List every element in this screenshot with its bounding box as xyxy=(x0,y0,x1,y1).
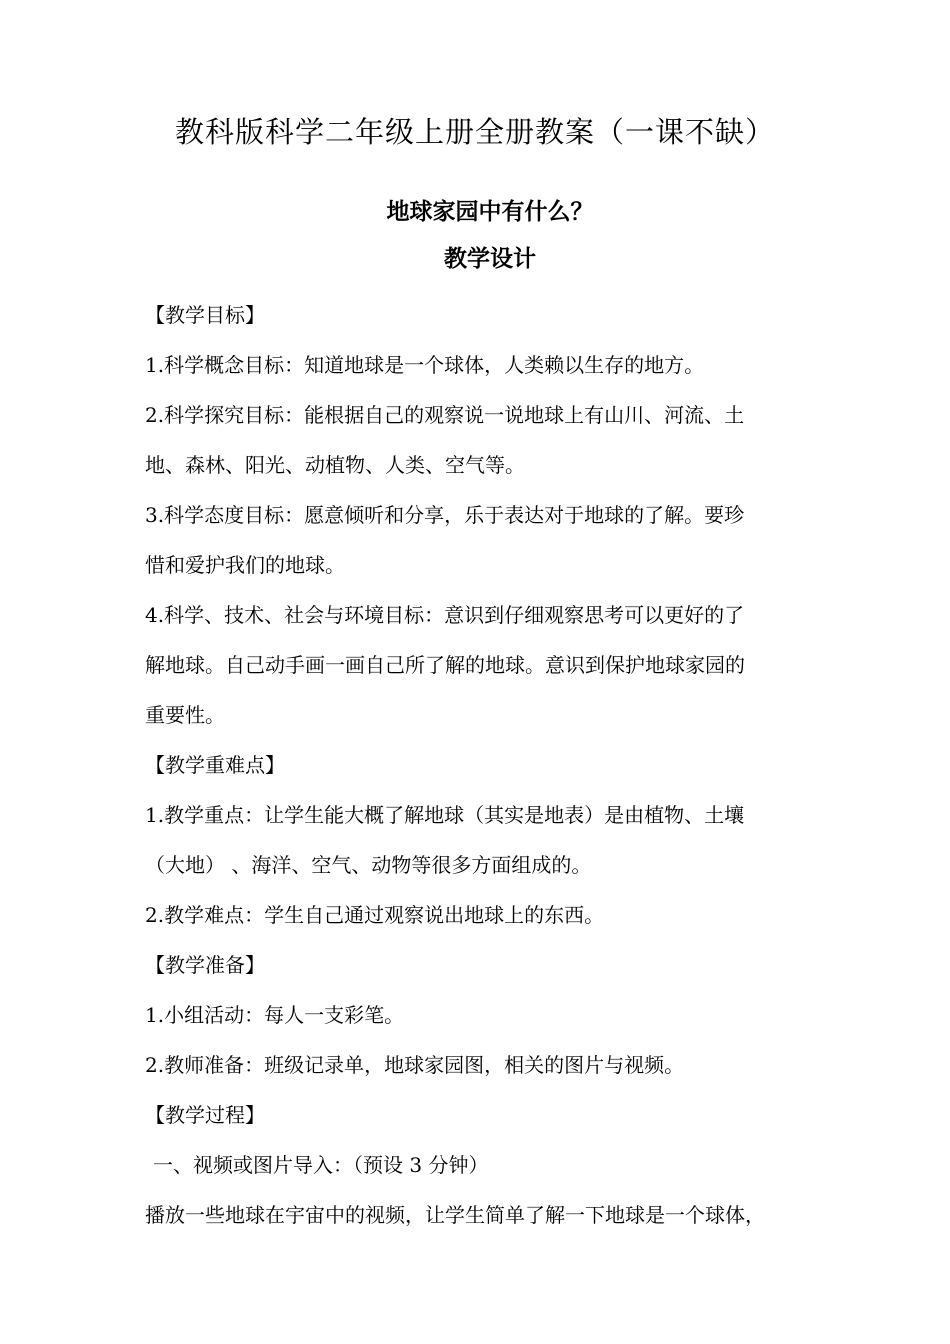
paragraph-line: 3.科学态度目标：愿意倾听和分享，乐于表达对于地球的了解。要珍 xyxy=(145,503,745,527)
lesson-body xyxy=(145,290,815,1240)
section-heading-key-points: 【教学重难点】 xyxy=(145,753,285,777)
section-heading-goals: 【教学目标】 xyxy=(145,303,265,327)
paragraph-line: （大地） 、海洋、空气、动物等很多方面组成的。 xyxy=(145,853,592,877)
paragraph-line: 解地球。自己动手画一画自己所了解的地球。意识到保护地球家园的 xyxy=(145,653,745,677)
paragraph-line: 地、森林、阳光、动植物、人类、空气等。 xyxy=(145,453,525,477)
paragraph-line: 1.科学概念目标：知道地球是一个球体，人类赖以生存的地方。 xyxy=(145,353,705,377)
document-title: 教科版科学二年级上册全册教案（一课不缺） xyxy=(174,115,775,149)
subsection-heading: 一、视频或图片导入：（预设 3 分钟） xyxy=(153,1153,489,1177)
paragraph-line: 2.教学难点：学生自己通过观察说出地球上的东西。 xyxy=(145,903,605,927)
paragraph-line: 2.科学探究目标：能根据自己的观察说一说地球上有山川、河流、土 xyxy=(145,403,745,427)
lesson-subtitle: 教学设计 xyxy=(444,246,536,272)
paragraph-line: 4.科学、技术、社会与环境目标：意识到仔细观察思考可以更好的了 xyxy=(145,603,745,627)
section-heading-preparation: 【教学准备】 xyxy=(145,953,265,977)
paragraph-line: 播放一些地球在宇宙中的视频，让学生简单了解一下地球是一个球体， xyxy=(145,1203,765,1227)
paragraph-line: 2.教师准备：班级记录单，地球家园图，相关的图片与视频。 xyxy=(145,1053,685,1077)
section-heading-process: 【教学过程】 xyxy=(145,1103,265,1127)
paragraph-line: 惜和爱护我们的地球。 xyxy=(145,553,345,577)
lesson-title: 地球家园中有什么？ xyxy=(386,199,594,225)
paragraph-line: 重要性。 xyxy=(145,703,225,727)
paragraph-line: 1.小组活动：每人一支彩笔。 xyxy=(145,1003,405,1027)
paragraph-line: 1.教学重点：让学生能大概了解地球（其实是地表）是由植物、土壤 xyxy=(145,803,745,827)
